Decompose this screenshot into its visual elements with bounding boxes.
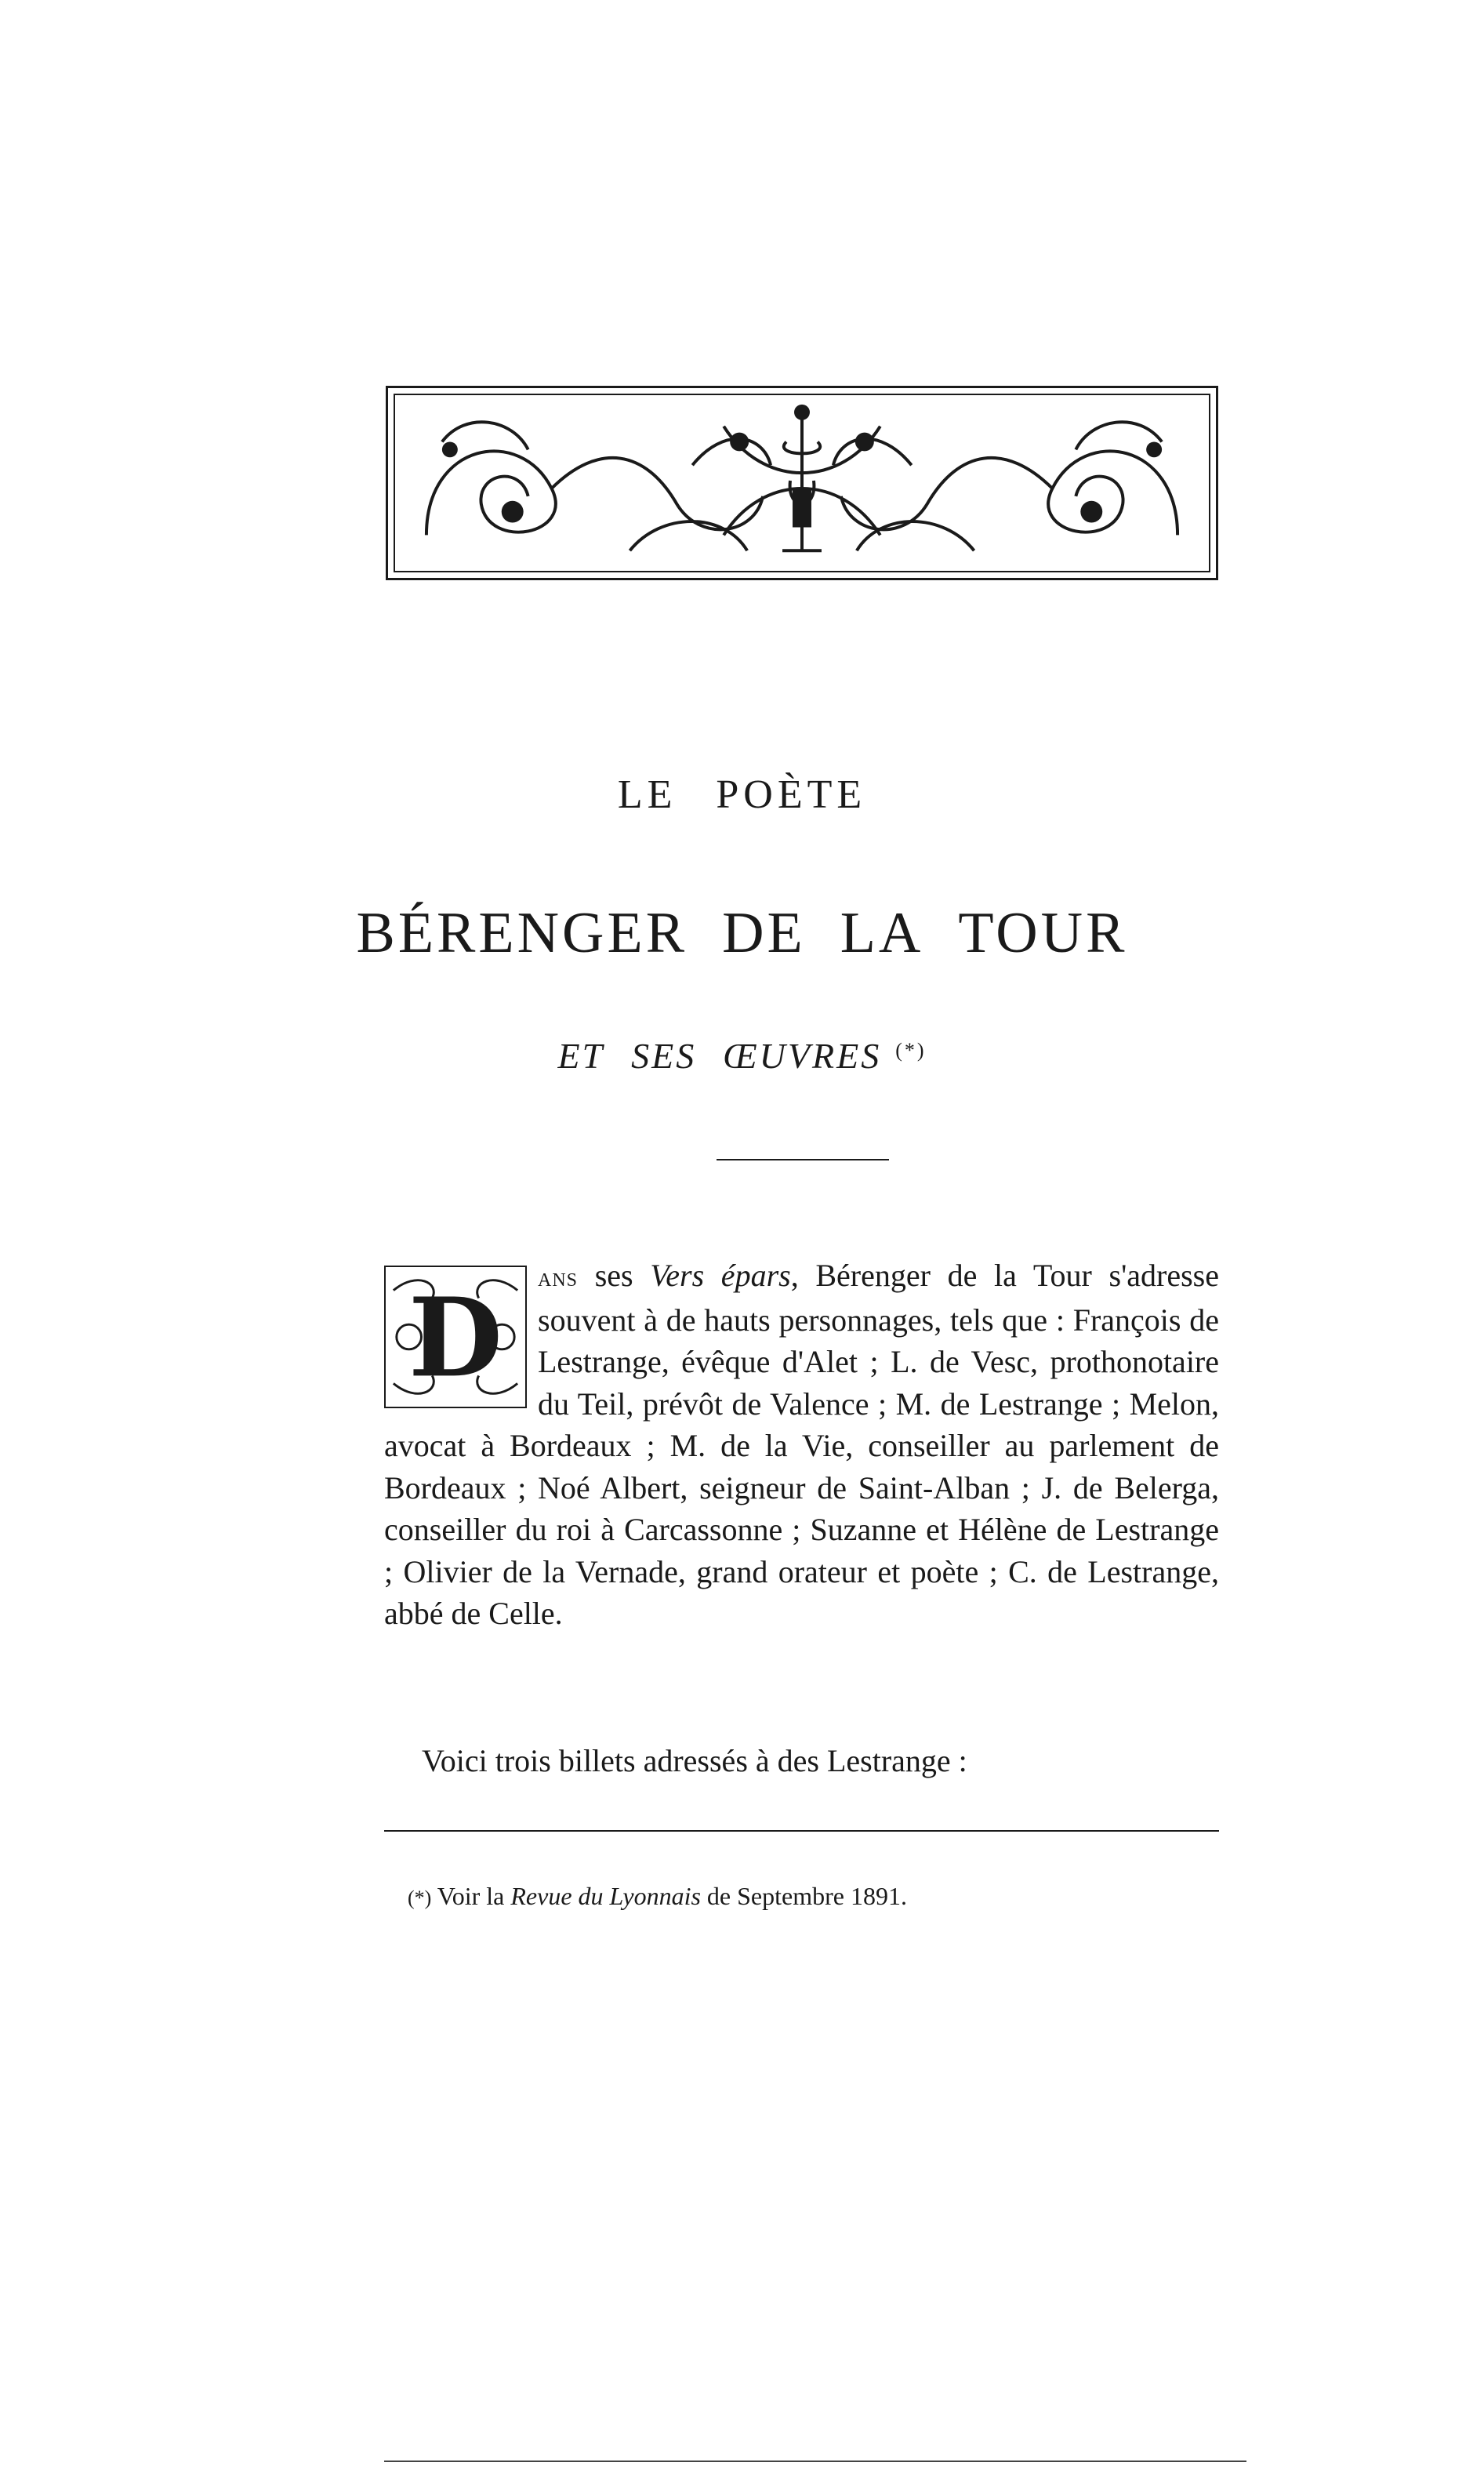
scroll-ornament-icon	[395, 395, 1209, 571]
footnote-italic: Revue du Lyonnais	[510, 1882, 701, 1910]
decorated-initial-icon	[386, 1267, 525, 1407]
title-divider	[717, 1159, 889, 1160]
body-paragraph	[384, 1255, 1219, 1635]
footnote-marker: (*)	[408, 1887, 432, 1909]
title-line-3	[0, 1035, 1484, 1077]
footnote	[408, 1882, 907, 1911]
title-word: POÈTE	[716, 772, 867, 817]
title-word: SES	[631, 1036, 697, 1076]
body-text: ses	[578, 1258, 651, 1293]
dropcap-initial	[384, 1266, 527, 1408]
title-word: ŒUVRES	[723, 1036, 882, 1076]
page-bottom-rule	[384, 2461, 1246, 2462]
title-word: TOUR	[958, 901, 1128, 965]
title-word: LA	[840, 901, 924, 965]
body-italic: Vers épars	[650, 1258, 791, 1293]
title-line-1	[0, 772, 1484, 818]
body-paragraph-2: Voici trois billets adressés à des Lestrange :	[422, 1743, 967, 1778]
footnote-marker: (*)	[895, 1039, 927, 1062]
footnote-text: de Septembre 1891.	[700, 1882, 907, 1910]
title-word: ET	[557, 1036, 605, 1076]
title-word: BÉRENGER	[356, 901, 688, 965]
body-smallcaps: ans	[538, 1263, 579, 1292]
title-word: DE	[722, 901, 806, 965]
ornamental-headpiece	[386, 386, 1218, 580]
footnote-rule	[384, 1830, 1219, 1832]
body-text: , Bérenger de la Tour s'adresse souvent à de hauts personnages, tels que : François de Lestrange, évêque d'Alet ; L. de Vesc, prothonotaire du Teil, prévôt de Valence ; M. de Lestrange ; Melon, avocat à Bordeaux ; M. de la Vie, conseiller au parlement de Bordeaux ; Noé Albert, seigneur de Saint-Alban ; J. de Belerga, conseiller du roi à Carcassonne ; Suzanne et Hélène de Lestrange ; Olivier de la Vernade, grand orateur et poète ; C. de Lestrange, abbé de Celle.	[384, 1258, 1219, 1631]
title-line-2	[0, 900, 1484, 967]
footnote-text: Voir la	[431, 1882, 511, 1910]
title-word: LE	[617, 772, 677, 817]
dropcap-letter: D	[408, 1273, 503, 1402]
